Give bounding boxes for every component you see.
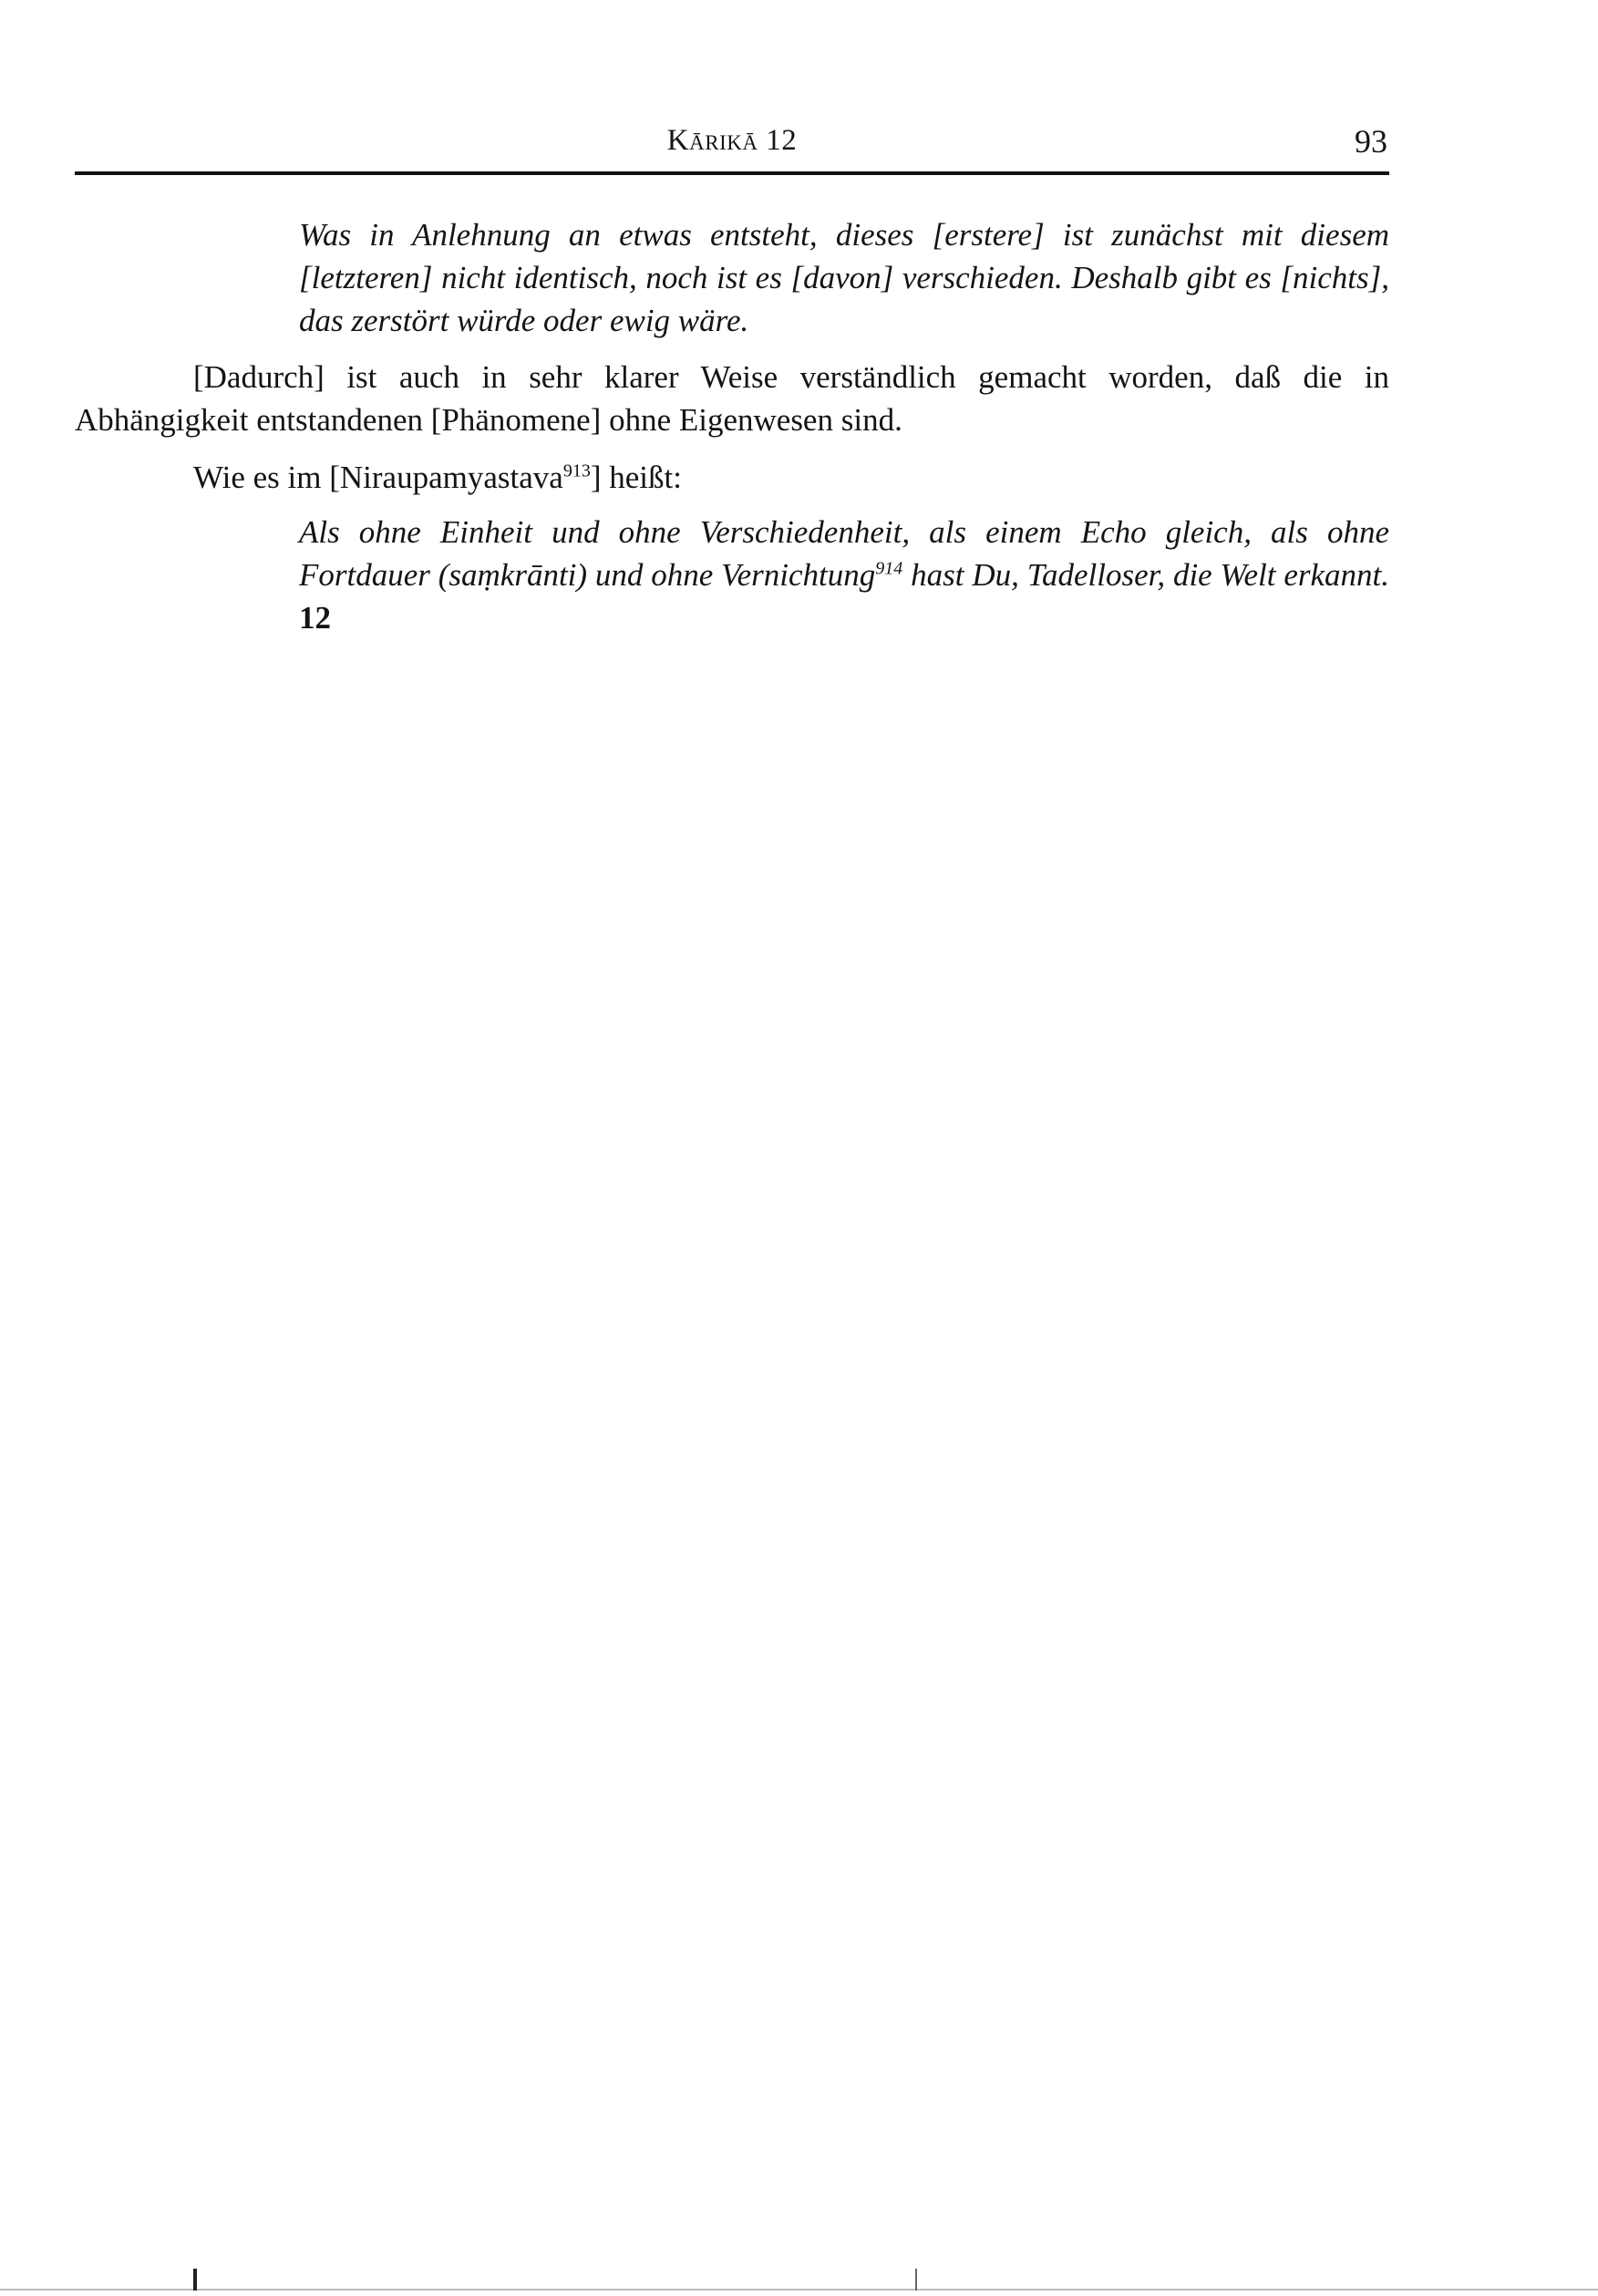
paragraph-2-text-start: Wie es im [Niraupamyastava bbox=[193, 460, 563, 495]
verse-quotation-2 bbox=[299, 511, 1389, 639]
karika-number: 12 bbox=[299, 600, 331, 636]
running-title-word: Kārikā bbox=[666, 124, 758, 157]
footnote-marker-913: 913 bbox=[562, 460, 591, 481]
body-paragraph-2 bbox=[75, 456, 1389, 499]
scan-bottom-edge bbox=[0, 2289, 1598, 2291]
scan-registration-mark-left bbox=[193, 2269, 197, 2291]
verse-2-text-start: Als ohne Einheit und ohne Verschiedenheit, als einem Echo gleich, als ohne Fortdauer (saṃkrānti) und ohne Vernichtung bbox=[299, 514, 1389, 593]
verse-quotation-1: Was in Anlehnung an etwas entsteht, dieses [erstere] ist zunächst mit diesem [letzteren] nicht identisch, noch ist es [davon] verschieden. Deshalb gibt es [nichts], das zerstört würde oder ewig wäre. bbox=[299, 217, 1389, 338]
body-paragraph-1: [Dadurch] ist auch in sehr klarer Weise verständlich gemacht worden, daß die in Abhängigkeit entstandenen [Phänomene] ohne Eigenwesen sind. bbox=[75, 359, 1389, 438]
header-rule bbox=[75, 171, 1389, 175]
footnote-marker-914: 914 bbox=[875, 558, 903, 579]
verse-2-text-end: hast Du, Tadelloser, die Welt erkannt. bbox=[902, 557, 1389, 593]
running-title-number: 12 bbox=[766, 124, 798, 157]
page-header bbox=[75, 119, 1389, 175]
scan-registration-mark-right bbox=[915, 2269, 917, 2291]
page-number: 93 bbox=[1355, 123, 1387, 160]
running-title bbox=[75, 124, 1389, 158]
paragraph-2-text-end: ] heißt: bbox=[590, 460, 682, 495]
